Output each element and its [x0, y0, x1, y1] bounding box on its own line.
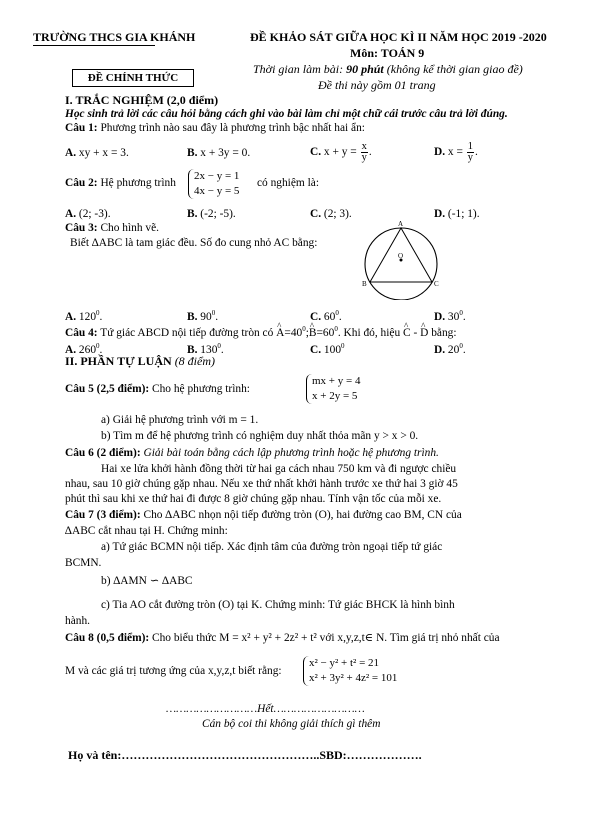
q2-tail: có nghiệm là:	[257, 177, 319, 189]
q6-line3: phút thì sau khi xe thứ hai đi được 8 giờ chúng gặp nhau. Tính vận tốc của mỗi xe.	[65, 493, 442, 505]
q5-system: mx + y = 4 x + 2y = 5	[306, 374, 360, 404]
exam-title: ĐỀ KHẢO SÁT GIỮA HỌC KÌ II NĂM HỌC 2019 -2020	[250, 30, 547, 44]
official-label: ĐỀ CHÍNH THỨC	[72, 69, 194, 87]
q3-option-c: C. $60^0$.	[310, 309, 342, 323]
q7-part-a1: a) Tứ giác BCMN nội tiếp. Xác định tâm của đường tròn ngoại tiếp tứ giác	[101, 541, 443, 553]
label-b: B	[362, 280, 367, 288]
q3-text2: Biết ∆ABC là tam giác đều. Số đo cung nhỏ AC bằng:	[70, 237, 318, 249]
q4-option-b: B. $130^0$.	[187, 342, 224, 356]
q2-option-c: C. (2; 3).	[310, 208, 352, 220]
q5-part-b: b) Tìm m để hệ phương trình có nghiệm duy nhất thỏa mãn y > x > 0.	[101, 430, 419, 442]
q8-text: Câu 8 (0,5 điểm): Cho biểu thức M = x² + y² + 2z² + t² với x,y,z,t∈ N. Tìm giá trị nhỏ nhất của	[65, 632, 500, 644]
q4-option-d: D. $20^0$.	[434, 342, 466, 356]
q4-text: Câu 4: Tứ giác ABCD nội tiếp đường tròn có ^ $A=40^0;\^{}$ $B=60^0$. Khi đó, hiệu ^ C - ^ D bằng:	[65, 322, 457, 340]
q7-text: Câu 7 (3 điểm): Cho ∆ABC nhọn nội tiếp đường tròn (O), hai đường cao BM, CN của	[65, 509, 462, 521]
q3-option-a: A. $120^0$.	[65, 309, 103, 323]
part1-title: I. TRẮC NGHIỆM (2,0 điểm)	[65, 93, 219, 107]
q8-line2: M và các giá trị tương ứng của x,y,z,t biết rằng:	[65, 665, 282, 677]
school-name: TRƯỜNG THCS GIA KHÁNH	[33, 30, 196, 44]
end-marker: ………………………Hết………………………	[166, 703, 365, 715]
label-c: C	[434, 280, 439, 288]
q1-option-d: D. x = $\frac{1}{y}$ .	[434, 140, 478, 163]
q7-part-c2: hành.	[65, 615, 90, 627]
q1-option-b: B. x + 3y = 0.	[187, 147, 251, 159]
q1-option-c: C. x + y = $\frac{x}{y}$ .	[310, 140, 372, 163]
circle-o	[365, 228, 437, 300]
q7-part-b: b) ∆AMN ∽ ∆ABC	[101, 575, 193, 587]
q4-option-a: A. $260^0$.	[65, 342, 103, 356]
q1-text: Câu 1: Phương trình nào sau đây là phương trình bậc nhất hai ẩn:	[65, 122, 365, 134]
time-info: Thời gian làm bài: 90 phút (không kể thời gian giao đề)	[253, 62, 523, 76]
name-sbd-line: Họ và tên:…………………………………………..SBD:……………….	[68, 748, 422, 762]
q6-line2: nhau, sau 10 giờ chúng gặp nhau. Nếu xe thứ nhất khởi hành trước xe thứ hai 3 giờ 45	[65, 478, 458, 490]
triangle-circle-figure	[352, 220, 452, 300]
q8-system: x² − y² + t² = 21 x² + 3y² + 4z² = 101	[303, 656, 397, 686]
q6-line1: Hai xe lửa khởi hành đồng thời từ hai ga cách nhau 750 km và đi ngược chiều	[101, 463, 457, 475]
q7-part-a2: BCMN.	[65, 557, 102, 569]
label-a: A	[398, 220, 404, 228]
q1-option-a: A. xy + x = 3.	[65, 147, 129, 159]
q3-text: Câu 3: Cho hình vẽ.	[65, 222, 159, 234]
q4-option-c: C. $100^0$	[310, 342, 345, 356]
part1-instruction: Học sinh trả lời các câu hỏi bằng cách ghi vào bài làm chỉ một chữ cái trước câu trả lời đúng.	[65, 108, 508, 120]
q7-line2: ∆ABC cắt nhau tại H. Chứng minh:	[65, 525, 228, 537]
q5-part-a: a) Giải hệ phương trình với m = 1.	[101, 414, 259, 426]
q3-option-b: B. $90^0$.	[187, 309, 219, 323]
part2-title: II. PHẦN TỰ LUẬN (8 điểm)	[65, 354, 216, 368]
q2-text: Câu 2: Hệ phương trình	[65, 177, 176, 189]
q2-option-a: A. (2; -3).	[65, 208, 111, 220]
q3-option-d: D. $30^0$.	[434, 309, 466, 323]
pages-info: Đề thi này gồm 01 trang	[318, 78, 436, 92]
subject: Môn: TOÁN 9	[350, 46, 425, 60]
label-o: O	[398, 252, 404, 260]
q6-text: Câu 6 (2 điểm): Giải bài toán bằng cách lập phương trình hoặc hệ phương trình.	[65, 447, 439, 459]
q2-option-b: B. (-2; -5).	[187, 208, 236, 220]
q7-part-c1: c) Tia AO cắt đường tròn (O) tại K. Chứng minh: Tứ giác BHCK là hình bình	[101, 599, 455, 611]
q2-system: 2x − y = 1 4x − y = 5	[188, 169, 239, 199]
q2-option-d: D. (-1; 1).	[434, 208, 480, 220]
q5-text: Câu 5 (2,5 điểm): Cho hệ phương trình:	[65, 383, 250, 395]
school-underline	[33, 45, 155, 46]
proctor-note: Cán bộ coi thi không giải thích gì thêm	[202, 718, 381, 730]
